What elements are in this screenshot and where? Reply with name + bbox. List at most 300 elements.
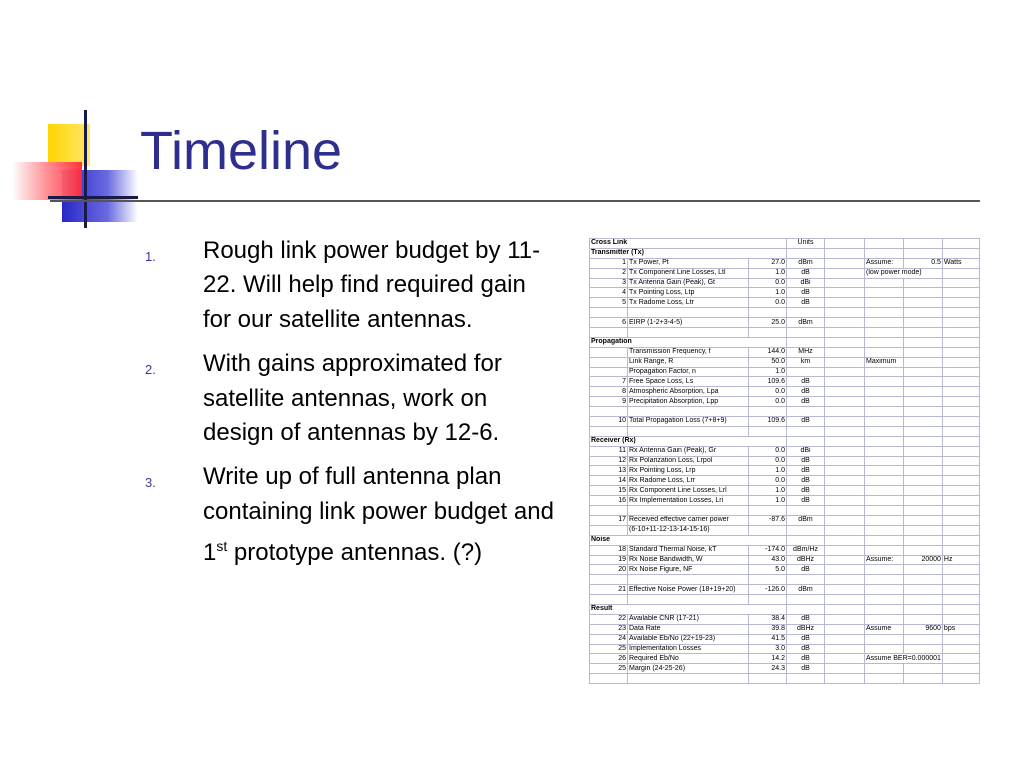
spreadsheet-cell	[942, 634, 979, 644]
spreadsheet-cell	[865, 614, 904, 624]
spreadsheet-row	[590, 387, 980, 397]
spreadsheet-cell	[865, 674, 904, 684]
spreadsheet-cell	[787, 674, 825, 684]
spreadsheet-cell	[865, 456, 904, 466]
spreadsheet-cell: dB	[787, 496, 825, 506]
spreadsheet-cell	[787, 248, 825, 258]
item-text: Rough link power budget by 11-22. Will help find required gain for our satellite antennas.	[203, 237, 541, 333]
spreadsheet-row	[590, 357, 980, 367]
spreadsheet-cell	[590, 595, 628, 605]
spreadsheet-row	[590, 634, 980, 644]
spreadsheet-row	[590, 318, 980, 328]
timeline-item	[145, 234, 555, 337]
spreadsheet-row	[590, 506, 980, 516]
spreadsheet-cell	[825, 367, 865, 377]
spreadsheet-cell	[787, 535, 825, 545]
spreadsheet-cell	[865, 337, 904, 347]
spreadsheet-cell: dB	[787, 377, 825, 387]
spreadsheet-cell	[590, 328, 628, 338]
spreadsheet-cell: 1.0	[749, 496, 787, 506]
spreadsheet-row	[590, 674, 980, 684]
spreadsheet-cell: Hz	[942, 555, 979, 565]
spreadsheet-cell	[904, 387, 942, 397]
spreadsheet-cell	[628, 674, 749, 684]
spreadsheet-cell	[904, 496, 942, 506]
spreadsheet-cell	[825, 288, 865, 298]
spreadsheet-cell	[590, 407, 628, 417]
spreadsheet-cell: Maximum	[865, 357, 904, 367]
spreadsheet-cell	[825, 357, 865, 367]
spreadsheet-cell	[825, 644, 865, 654]
spreadsheet-cell	[904, 456, 942, 466]
spreadsheet-cell	[749, 328, 787, 338]
link-budget-spreadsheet	[589, 238, 980, 684]
spreadsheet-cell: 38.4	[749, 614, 787, 624]
spreadsheet-cell	[865, 604, 904, 614]
spreadsheet-cell	[787, 367, 825, 377]
spreadsheet-cell	[825, 258, 865, 268]
spreadsheet-row	[590, 377, 980, 387]
spreadsheet-cell: Effective Noise Power (18+19+20)	[628, 585, 749, 595]
spreadsheet-cell: 41.5	[749, 634, 787, 644]
spreadsheet-cell	[825, 486, 865, 496]
spreadsheet-cell	[825, 268, 865, 278]
spreadsheet-cell: dBi	[787, 278, 825, 288]
spreadsheet-cell	[865, 407, 904, 417]
spreadsheet-cell	[865, 248, 904, 258]
section-header-cell: Propagation	[590, 337, 787, 347]
spreadsheet-cell	[942, 347, 979, 357]
spreadsheet-row	[590, 466, 980, 476]
spreadsheet-cell: 109.6	[749, 377, 787, 387]
spreadsheet-cell	[942, 585, 979, 595]
spreadsheet-cell	[904, 604, 942, 614]
spreadsheet-cell	[628, 328, 749, 338]
spreadsheet-cell	[904, 347, 942, 357]
spreadsheet-cell	[942, 515, 979, 525]
spreadsheet-cell: 15	[590, 486, 628, 496]
spreadsheet-cell: 24.3	[749, 664, 787, 674]
spreadsheet-cell: dBm	[787, 318, 825, 328]
spreadsheet-cell	[904, 436, 942, 446]
spreadsheet-cell: 1	[590, 258, 628, 268]
spreadsheet-cell: Assume:	[865, 258, 904, 268]
spreadsheet-cell	[825, 604, 865, 614]
spreadsheet-row	[590, 328, 980, 338]
spreadsheet-cell: 4	[590, 288, 628, 298]
spreadsheet-cell	[942, 476, 979, 486]
spreadsheet-cell: 9	[590, 397, 628, 407]
spreadsheet-cell: Implementation Losses	[628, 644, 749, 654]
spreadsheet-row	[590, 426, 980, 436]
spreadsheet-cell	[825, 476, 865, 486]
spreadsheet-cell: 3.0	[749, 644, 787, 654]
spreadsheet-cell	[904, 674, 942, 684]
spreadsheet-cell	[942, 575, 979, 585]
spreadsheet-cell	[825, 525, 865, 535]
spreadsheet-cell	[904, 466, 942, 476]
spreadsheet-cell	[942, 466, 979, 476]
spreadsheet-cell	[942, 436, 979, 446]
spreadsheet-cell	[825, 298, 865, 308]
spreadsheet-row	[590, 278, 980, 288]
spreadsheet-cell: Rx Polarization Loss, Lrpol	[628, 456, 749, 466]
spreadsheet-cell	[865, 565, 904, 575]
spreadsheet-cell	[942, 456, 979, 466]
section-header-cell: Result	[590, 604, 787, 614]
spreadsheet-cell	[825, 555, 865, 565]
spreadsheet-cell: Total Propagation Loss (7+8+9)	[628, 417, 749, 427]
title-divider	[50, 200, 980, 202]
spreadsheet-cell: -87.6	[749, 515, 787, 525]
spreadsheet-cell: 25.0	[749, 318, 787, 328]
spreadsheet-cell	[904, 239, 942, 249]
spreadsheet-cell	[904, 614, 942, 624]
spreadsheet-cell	[825, 407, 865, 417]
spreadsheet-cell: (low power mode)	[865, 268, 943, 278]
spreadsheet-cell	[942, 506, 979, 516]
spreadsheet-cell	[904, 337, 942, 347]
spreadsheet-cell: Standard Thermal Noise, kT	[628, 545, 749, 555]
spreadsheet-cell: Assume:	[865, 555, 904, 565]
spreadsheet-cell: 0.0	[749, 387, 787, 397]
spreadsheet-cell: dB	[787, 634, 825, 644]
spreadsheet-cell	[825, 328, 865, 338]
spreadsheet-cell	[942, 367, 979, 377]
spreadsheet-cell	[865, 466, 904, 476]
spreadsheet-cell	[904, 634, 942, 644]
spreadsheet-cell: Free Space Loss, Ls	[628, 377, 749, 387]
spreadsheet-cell: 43.0	[749, 555, 787, 565]
spreadsheet-cell: Received effective carrier power	[628, 515, 749, 525]
spreadsheet-cell	[904, 308, 942, 318]
spreadsheet-cell	[825, 278, 865, 288]
spreadsheet-cell: MHz	[787, 347, 825, 357]
timeline-item	[145, 460, 555, 570]
spreadsheet-cell	[787, 604, 825, 614]
spreadsheet-cell	[904, 357, 942, 367]
spreadsheet-cell: Tx Component Line Losses, Ltl	[628, 268, 749, 278]
spreadsheet-cell: Link Range, R	[628, 357, 749, 367]
spreadsheet-cell	[865, 446, 904, 456]
spreadsheet-cell	[825, 634, 865, 644]
spreadsheet-cell	[787, 337, 825, 347]
spreadsheet-row	[590, 476, 980, 486]
spreadsheet-row	[590, 604, 980, 614]
section-header-cell: Receiver (Rx)	[590, 436, 787, 446]
spreadsheet-cell	[942, 604, 979, 614]
spreadsheet-row	[590, 486, 980, 496]
spreadsheet-cell	[787, 426, 825, 436]
spreadsheet-cell	[904, 328, 942, 338]
spreadsheet-cell	[825, 426, 865, 436]
spreadsheet-cell: Atmospheric Absorption, Lpa	[628, 387, 749, 397]
spreadsheet-cell	[865, 486, 904, 496]
spreadsheet-cell	[865, 545, 904, 555]
spreadsheet-cell	[628, 407, 749, 417]
spreadsheet-cell	[825, 387, 865, 397]
spreadsheet-cell	[825, 545, 865, 555]
spreadsheet-cell	[825, 417, 865, 427]
item-superscript: st	[216, 538, 228, 555]
spreadsheet-cell: dB	[787, 288, 825, 298]
spreadsheet-cell: 25	[590, 644, 628, 654]
spreadsheet-cell	[825, 318, 865, 328]
spreadsheet-cell: 2	[590, 268, 628, 278]
spreadsheet-cell	[942, 377, 979, 387]
spreadsheet-cell: 24	[590, 634, 628, 644]
spreadsheet-cell	[825, 654, 865, 664]
spreadsheet-row	[590, 308, 980, 318]
spreadsheet-cell	[942, 674, 979, 684]
spreadsheet-cell	[942, 239, 979, 249]
spreadsheet-cell: 3	[590, 278, 628, 288]
spreadsheet-cell: Tx Power, Pt	[628, 258, 749, 268]
spreadsheet-row	[590, 446, 980, 456]
spreadsheet-cell	[942, 496, 979, 506]
spreadsheet-cell	[942, 298, 979, 308]
spreadsheet-row	[590, 347, 980, 357]
spreadsheet-row	[590, 644, 980, 654]
spreadsheet-cell	[825, 446, 865, 456]
spreadsheet-cell: 14	[590, 476, 628, 486]
spreadsheet-cell: Propagation Factor, n	[628, 367, 749, 377]
spreadsheet-cell: dB	[787, 456, 825, 466]
spreadsheet-cell: dBi	[787, 446, 825, 456]
spreadsheet-cell	[787, 436, 825, 446]
spreadsheet-row	[590, 397, 980, 407]
spreadsheet-cell	[590, 308, 628, 318]
spreadsheet-cell	[904, 318, 942, 328]
spreadsheet-cell	[942, 446, 979, 456]
spreadsheet-row	[590, 664, 980, 674]
spreadsheet-cell	[865, 377, 904, 387]
spreadsheet-cell	[825, 515, 865, 525]
spreadsheet-cell	[904, 367, 942, 377]
spreadsheet-cell	[825, 397, 865, 407]
spreadsheet-cell: 0.0	[749, 278, 787, 288]
spreadsheet-cell	[825, 575, 865, 585]
spreadsheet-cell	[865, 367, 904, 377]
spreadsheet-cell: Required Eb/No	[628, 654, 749, 664]
spreadsheet-cell	[787, 308, 825, 318]
spreadsheet-cell: Tx Antenna Gain (Peak), Gt	[628, 278, 749, 288]
spreadsheet-cell	[825, 496, 865, 506]
spreadsheet-row	[590, 654, 980, 664]
spreadsheet-cell	[865, 328, 904, 338]
spreadsheet-cell	[787, 575, 825, 585]
spreadsheet-cell: 6	[590, 318, 628, 328]
spreadsheet-cell	[865, 595, 904, 605]
spreadsheet-cell	[825, 248, 865, 258]
spreadsheet-row	[590, 565, 980, 575]
spreadsheet-cell: dBm	[787, 585, 825, 595]
spreadsheet-cell	[904, 535, 942, 545]
spreadsheet-row	[590, 496, 980, 506]
spreadsheet-cell: Tx Pointing Loss, Ltp	[628, 288, 749, 298]
spreadsheet-cell	[825, 624, 865, 634]
spreadsheet-cell: 27.0	[749, 258, 787, 268]
spreadsheet-cell: Margin (24-25-26)	[628, 664, 749, 674]
spreadsheet-cell: 12	[590, 456, 628, 466]
spreadsheet-cell	[904, 446, 942, 456]
spreadsheet-cell	[942, 426, 979, 436]
spreadsheet-cell: 20	[590, 565, 628, 575]
spreadsheet-cell: 17	[590, 515, 628, 525]
item-text-after: prototype antennas. (?)	[227, 539, 483, 567]
spreadsheet-cell: Rx Pointing Loss, Lrp	[628, 466, 749, 476]
spreadsheet-cell	[942, 654, 979, 664]
spreadsheet-cell	[749, 575, 787, 585]
spreadsheet-cell	[904, 476, 942, 486]
timeline-item	[145, 347, 555, 450]
spreadsheet-cell	[942, 268, 979, 278]
spreadsheet-cell	[749, 506, 787, 516]
spreadsheet-cell: dBm	[787, 258, 825, 268]
spreadsheet-cell	[628, 595, 749, 605]
spreadsheet-row	[590, 288, 980, 298]
spreadsheet-cell: dB	[787, 298, 825, 308]
spreadsheet-cell: 25	[590, 664, 628, 674]
spreadsheet-cell	[590, 357, 628, 367]
spreadsheet-cell: 1.0	[749, 486, 787, 496]
spreadsheet-cell: 9600	[904, 624, 942, 634]
spreadsheet-cell	[904, 417, 942, 427]
spreadsheet-row	[590, 624, 980, 634]
spreadsheet-row	[590, 595, 980, 605]
timeline-list	[145, 234, 555, 581]
spreadsheet-cell: 144.0	[749, 347, 787, 357]
spreadsheet-cell	[749, 308, 787, 318]
spreadsheet-cell: Rx Antenna Gain (Peak), Gr	[628, 446, 749, 456]
spreadsheet-cell	[865, 664, 904, 674]
spreadsheet-cell	[590, 506, 628, 516]
spreadsheet-cell	[628, 575, 749, 585]
spreadsheet-cell	[904, 595, 942, 605]
spreadsheet-cell	[904, 298, 942, 308]
spreadsheet-cell: 109.6	[749, 417, 787, 427]
spreadsheet-cell: dBHz	[787, 624, 825, 634]
spreadsheet-cell	[904, 486, 942, 496]
spreadsheet-cell: 0.5	[904, 258, 942, 268]
spreadsheet-cell	[865, 288, 904, 298]
spreadsheet-row	[590, 555, 980, 565]
spreadsheet-cell	[942, 565, 979, 575]
item-number: 2.	[145, 362, 156, 378]
spreadsheet-cell: Assume BER=0.000001	[866, 654, 941, 662]
spreadsheet-cell	[590, 674, 628, 684]
spreadsheet-cell: Transmission Frequency, f	[628, 347, 749, 357]
spreadsheet-cell: EIRP (1-2+3-4-5)	[628, 318, 749, 328]
spreadsheet-cell	[865, 585, 904, 595]
spreadsheet-cell: -174.0	[749, 545, 787, 555]
spreadsheet-row	[590, 436, 980, 446]
spreadsheet-cell: 1.0	[749, 367, 787, 377]
spreadsheet-cell	[787, 328, 825, 338]
spreadsheet-cell	[590, 525, 628, 535]
logo-graphic	[0, 0, 140, 240]
spreadsheet-row	[590, 545, 980, 555]
spreadsheet-cell	[628, 426, 749, 436]
spreadsheet-cell	[904, 515, 942, 525]
spreadsheet-cell: 10	[590, 417, 628, 427]
spreadsheet-cell	[787, 525, 825, 535]
spreadsheet-row	[590, 417, 980, 427]
spreadsheet-cell	[904, 545, 942, 555]
spreadsheet-cell: 11	[590, 446, 628, 456]
spreadsheet-cell: Rx Noise Figure, NF	[628, 565, 749, 575]
spreadsheet-cell: dB	[787, 466, 825, 476]
spreadsheet-cell: 16	[590, 496, 628, 506]
spreadsheet-row	[590, 268, 980, 278]
spreadsheet-cell: km	[787, 357, 825, 367]
spreadsheet-cell: dB	[787, 417, 825, 427]
spreadsheet-cell	[825, 456, 865, 466]
spreadsheet-cell	[904, 664, 942, 674]
spreadsheet-cell	[825, 377, 865, 387]
spreadsheet-cell	[942, 545, 979, 555]
spreadsheet-cell	[628, 506, 749, 516]
spreadsheet-row	[590, 248, 980, 258]
item-text: With gains approximated for satellite antennas, work on design of antennas by 12-6.	[203, 350, 502, 447]
spreadsheet-cell: 19	[590, 555, 628, 565]
spreadsheet-cell	[942, 357, 979, 367]
spreadsheet-cell: 23	[590, 624, 628, 634]
spreadsheet-cell	[825, 506, 865, 516]
spreadsheet-cell: dB	[787, 486, 825, 496]
spreadsheet-cell	[825, 595, 865, 605]
spreadsheet-cell	[942, 248, 979, 258]
spreadsheet-cell	[825, 664, 865, 674]
spreadsheet-cell: 26	[590, 654, 628, 664]
spreadsheet-cell	[904, 407, 942, 417]
spreadsheet-cell	[825, 535, 865, 545]
spreadsheet-cell: 50.0	[749, 357, 787, 367]
spreadsheet-cell: Available Eb/No (22+19-23)	[628, 634, 749, 644]
spreadsheet-cell	[942, 407, 979, 417]
spreadsheet-cell: 0.0	[749, 476, 787, 486]
spreadsheet-cell	[787, 506, 825, 516]
spreadsheet-cell	[590, 426, 628, 436]
spreadsheet-cell: 13	[590, 466, 628, 476]
section-header-cell: Transmitter (Tx)	[590, 248, 787, 258]
spreadsheet-cell: dB	[787, 268, 825, 278]
slide-title: Timeline	[140, 121, 343, 181]
spreadsheet-cell	[942, 328, 979, 338]
spreadsheet-cell	[865, 634, 904, 644]
item-text-before: Write up of full antenna plan containing link power budget and 1	[203, 463, 554, 567]
spreadsheet-cell: 1.0	[749, 288, 787, 298]
spreadsheet-row	[590, 258, 980, 268]
spreadsheet-cell: dBm	[787, 515, 825, 525]
spreadsheet-cell	[628, 308, 749, 318]
decorative-logo	[0, 0, 140, 240]
spreadsheet-row	[590, 525, 980, 535]
spreadsheet-row	[590, 367, 980, 377]
spreadsheet-cell	[749, 674, 787, 684]
spreadsheet-row	[590, 515, 980, 525]
spreadsheet-cell: 5.0	[749, 565, 787, 575]
spreadsheet-cell	[942, 417, 979, 427]
spreadsheet-row	[590, 239, 980, 249]
spreadsheet-cell: Rx Noise Bandwidth, W	[628, 555, 749, 565]
spreadsheet-cell	[825, 337, 865, 347]
spreadsheet-cell	[942, 318, 979, 328]
spreadsheet-cell: 5	[590, 298, 628, 308]
spreadsheet-cell: 0.0	[749, 397, 787, 407]
spreadsheet-cell	[904, 644, 942, 654]
spreadsheet-cell	[904, 565, 942, 575]
